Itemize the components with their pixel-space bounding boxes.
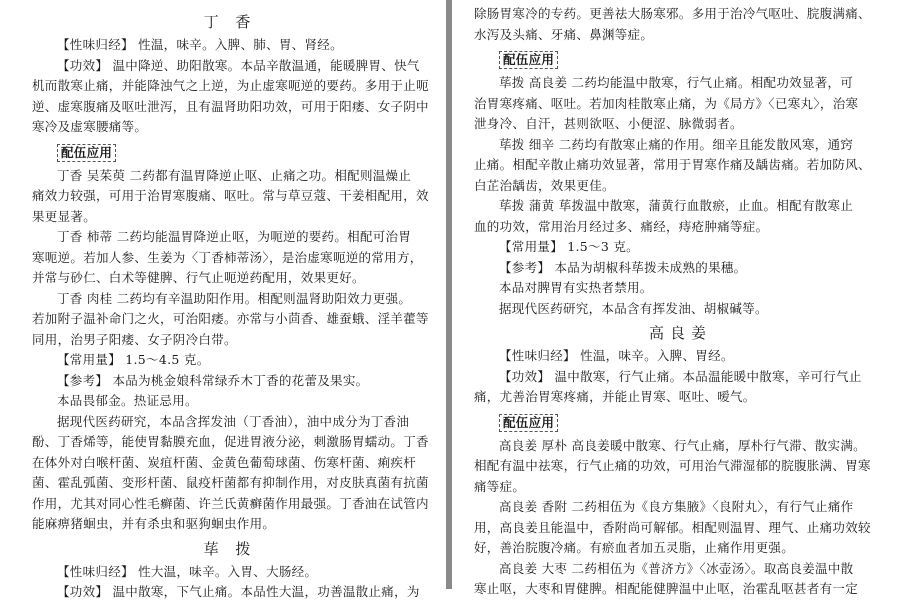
text-line: 高良姜 厚朴 高良姜暖中散寒、行气止痛，厚朴行气滞、散实满。 bbox=[499, 437, 866, 453]
text-line: 若加附子温补命门之火，可治阳痿。亦常与小茴香、雄蚕蛾、淫羊藿等 bbox=[32, 311, 429, 326]
text-line: 酚、丁香烯等，能使胃黏膜充血，促进胃液分泌，刺激肠胃蠕动。丁香 bbox=[32, 434, 429, 449]
section-heading: 配伍应用 bbox=[499, 414, 558, 432]
text-line: 寒止呕，大枣和胃健脾。相配能健脾温中止呕，治霍乱呕甚者有一定 bbox=[474, 581, 859, 596]
text-line: 果更显著。 bbox=[32, 208, 97, 224]
text-line: 荜拨 高良姜 二药均能温中散寒，行气止痛。相配功效显著，可 bbox=[499, 75, 854, 90]
left-page bbox=[0, 0, 446, 599]
text-line: 泄身冷、自汗，甚则欲呕、小便涩、脉微弱者。 bbox=[474, 116, 743, 131]
text-line: 作用，尤其对同心性毛癣菌、许兰氏黄癣菌作用最强。丁香油在试管内 bbox=[32, 495, 429, 511]
text-line: 【常用量】 1.5～4.5 克。 bbox=[57, 352, 210, 367]
text-line: 止痛。相配辛散止痛功效显著，常用于胃寒作痛及龋齿痛。若加防风、 bbox=[474, 157, 871, 172]
text-line: 菌、霍乱弧菌、变形杆菌、鼠疫杆菌都有抑制作用，对皮肤真菌有抗菌 bbox=[32, 475, 429, 490]
text-line: 【参考】 本品为桃金娘科常绿乔木丁香的花蕾及果实。 bbox=[57, 372, 369, 388]
section-heading-row bbox=[474, 45, 887, 73]
text-line: 高良姜 香附 二药相伍为《良方集腋》〈良附丸〉，有行气止痛作 bbox=[499, 499, 854, 514]
text-line: 痛效力较强，可用于治胃寒腹痛、呕吐。常与草豆蔻、干姜相配用，效 bbox=[32, 188, 429, 203]
text-line: 同用，治男子阳痿、女子阴冷白带。 bbox=[32, 331, 237, 347]
text-line: 【参考】 本品为胡椒科荜拨未成熟的果穗。 bbox=[499, 259, 747, 275]
text-line: 在体外对白喉杆菌、炭疽杆菌、金黄色葡萄球菌、伤寒杆菌、痢疾杆 bbox=[32, 454, 417, 470]
text-line: 据现代医药研究，本品含挥发油（丁香油），油中成分为丁香油 bbox=[57, 413, 410, 429]
text-line: 【功效】 温中散寒，行气止痛。本品温能暖中散寒，辛可行气止 bbox=[499, 368, 862, 384]
text-line: 相配有温中祛寒，行气止痛的功效，可用治气滞湿郁的脘腹胀满、胃寒 bbox=[474, 458, 871, 473]
text-line: 并常与砂仁、白术等健脾、行气止呃逆药配用，效果更好。 bbox=[32, 270, 365, 285]
text-line: 荜拨 细辛 二药均有散寒止痛的作用。细辛且能发散风寒，通窍 bbox=[499, 136, 854, 152]
section-heading-row bbox=[32, 138, 428, 166]
herb-title: 丁 香 bbox=[203, 13, 257, 31]
text-line: 本品对脾胃有实热者禁用。 bbox=[499, 280, 653, 295]
text-line: 【功效】 温中降逆、助阳散寒。本品辛散温通，能暖脾胃、快气 bbox=[57, 57, 420, 73]
text-line: 白芷治龋齿，效果更佳。 bbox=[474, 177, 615, 193]
text-line: 丁香 肉桂 二药均有辛温助阳作用。相配则温肾助阳效力更强。 bbox=[57, 290, 412, 306]
text-line: 痛，尤善治胃寒疼痛，并能止胃寒、呕吐、嗳气。 bbox=[474, 389, 756, 404]
text-line: 本品畏郁金。热证忌用。 bbox=[57, 393, 198, 408]
text-line: 【性味归经】 性温，味辛。入脾、胃经。 bbox=[499, 348, 734, 363]
herb-title: 高良姜 bbox=[648, 324, 712, 342]
text-line: 痛等症。 bbox=[474, 478, 526, 494]
text-line: 丁香 吴茱萸 二药都有温胃降逆止呕、止痛之功。相配则温燥止 bbox=[57, 167, 412, 183]
herb-title: 荜 拨 bbox=[203, 539, 257, 558]
text-line: 高良姜 大枣 二药相伍为《普济方》〈冰壶汤〉。取高良姜温中散 bbox=[499, 560, 854, 576]
text-line: 能麻痹猪蛔虫，并有杀虫和驱狗蛔虫作用。 bbox=[32, 516, 276, 531]
text-line: 逆、虚寒腹痛及呕吐泄泻，且有温肾助阳功效，可用于阳痿、女子阴中 bbox=[32, 98, 429, 114]
text-line: 机而散寒止痛，并能降浊气之上逆，为止虚寒呃逆的要药。多用于止呃 bbox=[32, 78, 429, 93]
text-line: 寒冷及虚寒腰痛等。 bbox=[32, 119, 148, 134]
text-line: 寒呃逆。若加人参、生姜为〈丁香柿蒂汤〉，是治虚寒呃逆的常用方， bbox=[32, 249, 423, 265]
section-heading-row bbox=[474, 408, 887, 436]
text-line: 【性味归经】 性大温，味辛。入胃、大肠经。 bbox=[57, 563, 318, 579]
section-heading: 配伍应用 bbox=[57, 144, 116, 162]
text-line: 治胃寒疼痛、呕吐。若加肉桂散寒止痛，为《局方》〈已寒丸〉，治寒 bbox=[474, 95, 859, 111]
text-line: 血的功效，常用治月经过多、痛经，痔疮肿痛等症。 bbox=[474, 218, 769, 234]
text-line: 水泻及头痛、牙痛、鼻渊等症。 bbox=[474, 26, 654, 42]
text-line: 【常用量】 1.5～3 克。 bbox=[499, 239, 639, 254]
text-line: 好，善治脘腹冷痛。有瘀血者加五灵脂，止痛作用更强。 bbox=[474, 540, 795, 555]
text-line: 除肠胃寒冷的专药。更善祛大肠寒邪。多用于治冷气呕吐、脘腹满痛、 bbox=[474, 6, 871, 21]
text-line: 【性味归经】 性温，味辛。入脾、肺、胃、肾经。 bbox=[57, 37, 343, 52]
section-heading: 配伍应用 bbox=[499, 51, 558, 69]
text-line: 荜拨 蒲黄 荜拨温中散寒，蒲黄行血散瘀，止血。相配有散寒止 bbox=[499, 198, 854, 213]
text-line: 丁香 柿蒂 二药均能温胃降逆止呕，为呃逆的要药。相配可治胃 bbox=[57, 229, 412, 244]
text-line: 用，高良姜且能温中，香附尚可解郁。相配则温胃、理气、止痛功效较 bbox=[474, 519, 871, 535]
text-line: 【功效】 温中散寒，下气止痛。本品性大温，功善温散止痛，为 bbox=[57, 584, 420, 599]
right-page bbox=[452, 0, 899, 596]
text-line: 据现代医药研究，本品含有挥发油、胡椒碱等。 bbox=[499, 300, 768, 316]
